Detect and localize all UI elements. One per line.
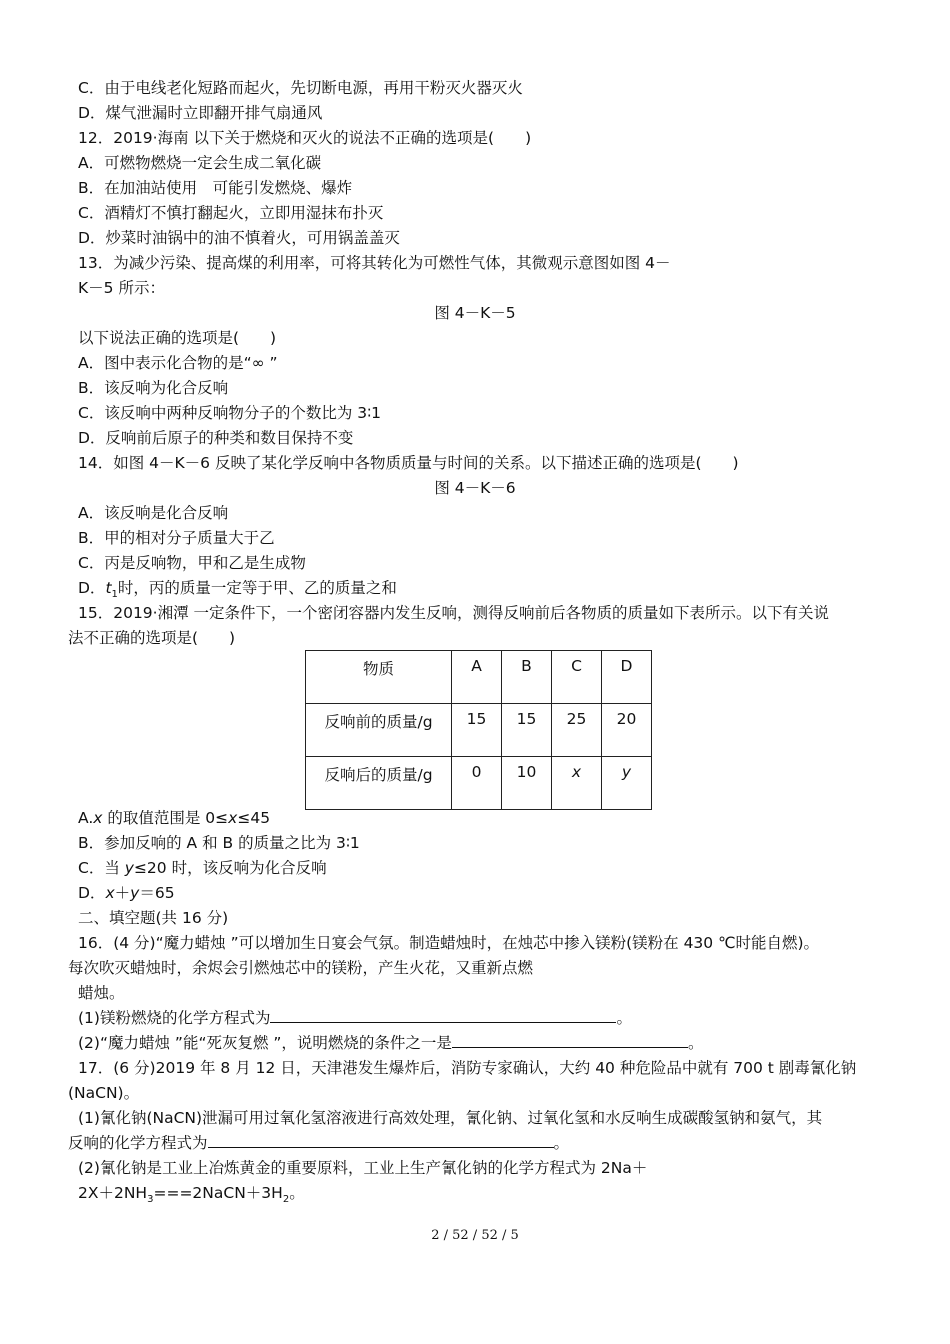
q17-part-2: (2)氰化钠是工业上冶炼黄金的重要原料，工业上生产氰化钠的化学方程式为 2Na＋ <box>78 1159 648 1177</box>
q14d-prefix: D． <box>78 579 106 597</box>
question-14: 14．如图 4－K－6 反映了某化学反响中各物质质量与时间的关系。以下描述正确的选项是( ) <box>78 454 739 472</box>
question-16-cont2: 蜡烛。 <box>78 984 125 1002</box>
table-row <box>306 757 652 810</box>
table-cell: x <box>552 757 602 810</box>
answer-blank[interactable] <box>270 1008 616 1023</box>
q15c-post: ≤20 时，该反响为化合反响 <box>133 859 327 877</box>
table-cell: 15 <box>502 704 552 757</box>
table-cell: C <box>552 651 602 704</box>
q15a-post: ≤45 <box>237 809 271 827</box>
q16-part-2 <box>78 1033 703 1053</box>
q15-option-b: B．参加反响的 A 和 B 的质量之比为 3∶1 <box>78 834 360 852</box>
question-16-cont: 每次吹灭蜡烛时，余烬会引燃烛芯中的镁粉，产生火花，又重新点燃 <box>68 959 534 977</box>
table-cell: 10 <box>502 757 552 810</box>
q12-option-d: D．炒菜时油锅中的油不慎着火，可用锅盖盖灭 <box>78 229 400 247</box>
q15a-x: x <box>93 809 103 827</box>
table-row <box>306 704 652 757</box>
q14d-sub: 1 <box>111 589 118 601</box>
table-cell: A <box>452 651 502 704</box>
q15d-plus: ＋ <box>114 884 131 902</box>
q12-option-b: B．在加油站使用 可能引发燃烧、爆炸 <box>78 179 353 197</box>
q17-eq-pre: 2X＋2NH <box>78 1184 148 1202</box>
figure-caption-4-k-5: 图 4－K－5 <box>434 304 516 322</box>
question-15-cont: 法不正确的选项是( ) <box>68 629 236 647</box>
q17-1-text: 反响的化学方程式为 <box>68 1134 208 1152</box>
question-15: 15．2019·湘潭 一定条件下，一个密闭容器内发生反响，测得反响前后各物质的质量如下表所示。以下有关说 <box>78 604 830 622</box>
question-13-cont: K－5 所示： <box>78 279 165 297</box>
table-cell: 反响后的质量/g <box>306 757 452 810</box>
q15d-prefix: D． <box>78 884 106 902</box>
q14-option-c: C．丙是反响物，甲和乙是生成物 <box>78 554 306 572</box>
q14-option-b: B．甲的相对分子质量大于乙 <box>78 529 275 547</box>
question-16: 16．(4 分)“魔力蜡烛 ”可以增加生日宴会气氛。制造蜡烛时，在烛芯中掺入镁粉(镁粉在 430 ℃时能自燃)。 <box>78 934 820 952</box>
q15-option-c <box>78 858 327 878</box>
option-d-line: D．煤气泄漏时立即翻开排气扇通风 <box>78 104 323 122</box>
q15d-y: y <box>130 884 140 902</box>
q16-2-end: 。 <box>687 1034 704 1052</box>
mass-table <box>305 650 652 810</box>
q13-option-c: C．该反响中两种反响物分子的个数比为 3∶1 <box>78 404 382 422</box>
q17-eq-sub1: 3 <box>147 1194 154 1206</box>
q16-1-text: (1)镁粉燃烧的化学方程式为 <box>78 1009 271 1027</box>
q15a-x2: x <box>228 809 238 827</box>
q14-option-a: A．该反响是化合反响 <box>78 504 229 522</box>
table-cell: 反响前的质量/g <box>306 704 452 757</box>
q15-option-d <box>78 883 175 903</box>
q17-eq-sub2: 2 <box>282 1194 290 1206</box>
table-cell: 25 <box>552 704 602 757</box>
q17-1-end: 。 <box>553 1134 570 1152</box>
table-cell: D <box>602 651 652 704</box>
q17-part-1-cont <box>68 1133 569 1153</box>
section-2-heading: 二、填空题(共 16 分) <box>78 909 229 927</box>
q16-part-1 <box>78 1008 632 1028</box>
page-footer: 2 / 52 / 52 / 5 <box>431 1228 519 1243</box>
option-c-line: C．由于电线老化短路而起火，先切断电源，再用干粉灭火器灭火 <box>78 79 523 97</box>
question-17: 17．(6 分)2019 年 8 月 12 日，天津港发生爆炸后，消防专家确认，大约 40 种危险品中就有 700 t 剧毒氰化钠 <box>78 1059 857 1077</box>
table-cell: B <box>502 651 552 704</box>
q17-part-1: (1)氰化钠(NaCN)泄漏可用过氧化氢溶液进行高效处理，氰化钠、过氧化氢和水反响生成碳酸氢钠和氨气，其 <box>78 1109 823 1127</box>
q17-eq-mid: ===2NaCN＋3H <box>153 1184 283 1202</box>
q15d-post: ＝65 <box>139 884 175 902</box>
q14-option-d <box>78 578 397 605</box>
figure-caption-4-k-6: 图 4－K－6 <box>434 479 516 497</box>
q15-option-a <box>78 808 270 828</box>
question-13: 13．为减少污染、提高煤的利用率，可将其转化为可燃性气体，其微观示意图如图 4－ <box>78 254 671 272</box>
q16-1-end: 。 <box>616 1009 632 1027</box>
table-cell: 物质 <box>306 651 452 704</box>
q13-stem: 以下说法正确的选项是( ) <box>78 329 277 347</box>
q14d-text: 时，丙的质量一定等于甲、乙的质量之和 <box>117 579 397 597</box>
table-row <box>306 651 652 704</box>
q13-option-a: A．图中表示化合物的是“∞ ” <box>78 354 278 372</box>
answer-blank[interactable] <box>208 1133 554 1148</box>
q12-option-a: A．可燃物燃烧一定会生成二氧化碳 <box>78 154 322 172</box>
q17-equation <box>78 1183 305 1210</box>
q12-option-c: C．酒精灯不慎打翻起火，立即用湿抹布扑灭 <box>78 204 384 222</box>
table-cell: 0 <box>452 757 502 810</box>
table-cell: y <box>602 757 652 810</box>
answer-blank[interactable] <box>452 1033 688 1048</box>
q16-2-text: (2)“魔力蜡烛 ”能“死灰复燃 ”，说明燃烧的条件之一是 <box>78 1034 452 1052</box>
question-12: 12．2019·海南 以下关于燃烧和灭火的说法不正确的选项是( ) <box>78 129 532 147</box>
q15c-prefix: C．当 <box>78 859 125 877</box>
q15c-y: y <box>124 859 134 877</box>
q15a-mid: 的取值范围是 0≤ <box>102 809 229 827</box>
table-cell: 20 <box>602 704 652 757</box>
q14d-t: t <box>105 579 112 597</box>
q13-option-b: B．该反响为化合反响 <box>78 379 229 397</box>
table-cell: 15 <box>452 704 502 757</box>
question-17-cont: (NaCN)。 <box>68 1084 140 1102</box>
q15d-x: x <box>105 884 115 902</box>
q13-option-d: D．反响前后原子的种类和数目保持不变 <box>78 429 354 447</box>
q17-eq-end: 。 <box>289 1184 305 1202</box>
q15a-prefix: A. <box>78 809 94 827</box>
